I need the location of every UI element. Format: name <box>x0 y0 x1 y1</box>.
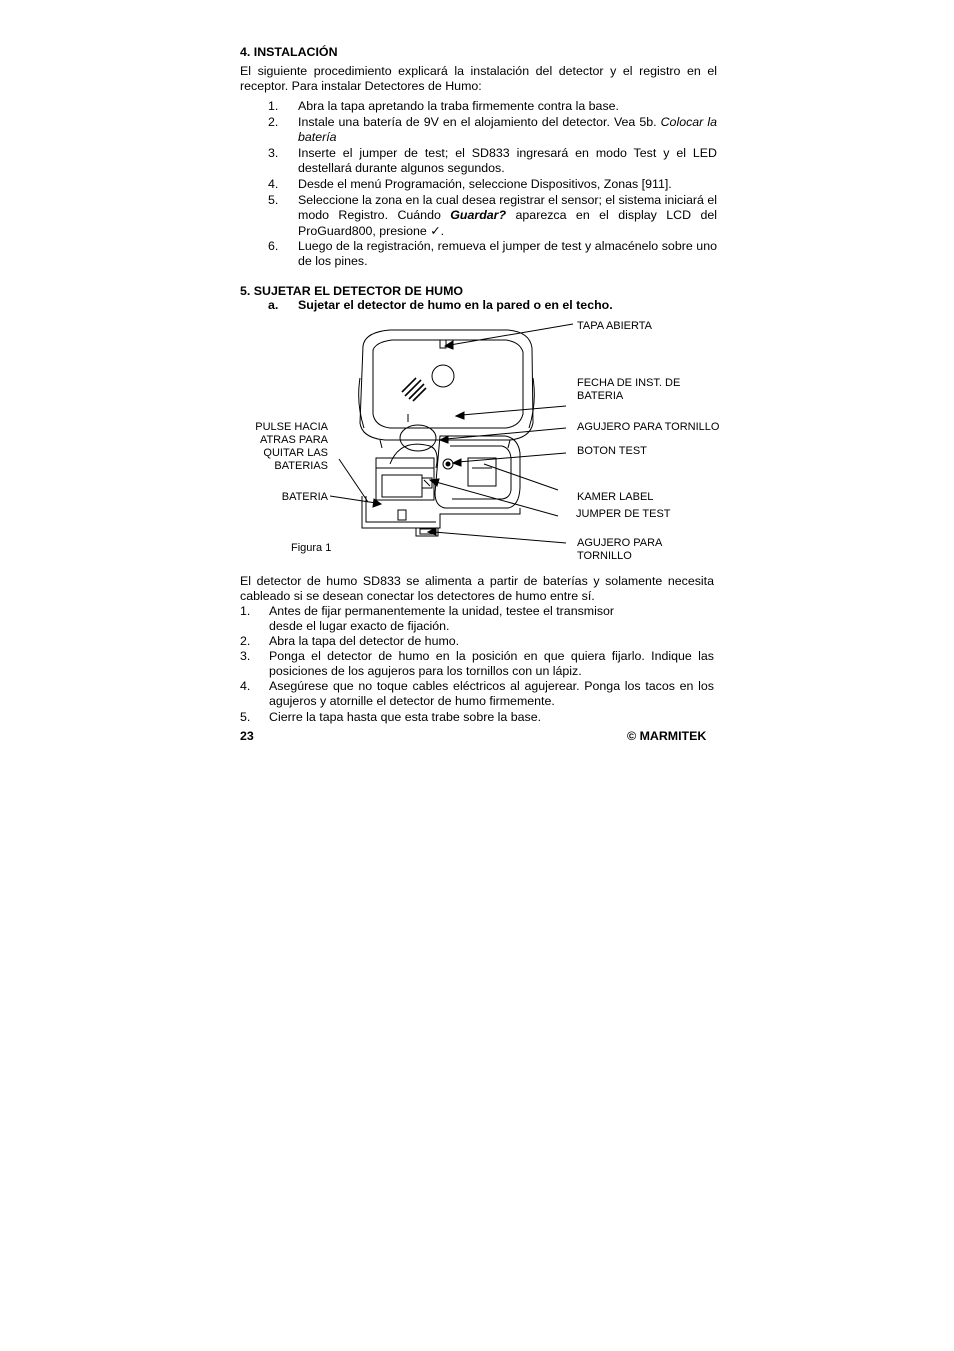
label-jumper-test: JUMPER DE TEST <box>576 508 671 520</box>
figure-caption: Figura 1 <box>291 542 332 554</box>
label-boton-test: BOTON TEST <box>577 445 647 457</box>
lid-inner <box>373 340 523 428</box>
list-text-part: Seleccione la zona en la cual desea registrar el sensor; el sistema iniciará el modo Registro. Cuándo <box>298 193 717 223</box>
page-number: 23 <box>240 729 254 743</box>
list-text: Luego de la registración, remueva el jumper de test y almacénelo sobre uno de los pines. <box>298 239 717 269</box>
list-text-part: aparezca en el display LCD del ProGuard800, presione ✓. <box>298 208 717 238</box>
intro-paragraph: El siguiente procedimiento explicará la instalación del detector y el registro en el receptor. Para instalar Detectores de Humo: <box>240 64 717 93</box>
label-bateria: BATERIA <box>281 491 328 503</box>
list-number: 4. <box>268 177 279 191</box>
list-text: Abra la tapa apretando la traba firmemente contra la base. <box>298 99 619 113</box>
list-text <box>298 115 717 146</box>
battery <box>382 475 422 497</box>
list-text-part: Instale una batería de 9V en el alojamiento del detector. Vea 5b. <box>298 115 661 129</box>
kamer-label-area <box>468 458 496 486</box>
list-number: 2. <box>240 634 251 648</box>
list-text: Ponga el detector de humo en la posición en que quiera fijarlo. Indique las posiciones de los agujeros para los tornillos con un lápiz. <box>269 649 714 679</box>
list-number: 1. <box>268 99 279 113</box>
list-text: Antes de fijar permanentemente la unidad, testee el transmisor <box>269 604 615 618</box>
speaker-grille <box>402 378 426 401</box>
list-text: Abra la tapa del detector de humo. <box>269 634 460 648</box>
label-fecha-bateria: FECHA DE INST. DE BATERIA <box>577 377 681 402</box>
list-text: Cierre la tapa hasta que esta trabe sobre la base. <box>269 710 542 724</box>
list-number: 1. <box>240 604 251 618</box>
screw-hole <box>400 425 436 451</box>
battery-compartment <box>376 458 434 500</box>
label-tapa-abierta: TAPA ABIERTA <box>577 320 652 332</box>
list-text: Asegúrese que no toque cables eléctricos al agujerear. Ponga los tacos en los agujeros y atornille el detector de humo firmemente. <box>269 679 714 709</box>
label-kamer-label: KAMER LABEL <box>577 491 654 503</box>
list-text-emphasis: Colocar la batería <box>298 115 717 145</box>
section-heading-sujetar: 5. SUJETAR EL DETECTOR DE HUMO <box>240 284 464 298</box>
led-window <box>432 365 454 387</box>
list-text-emphasis: Guardar? <box>450 208 507 223</box>
list-number: 5. <box>268 193 279 207</box>
list-number: 4. <box>240 679 251 693</box>
body-paragraph: El detector de humo SD833 se alimenta a partir de baterías y solamente necesita cableado si se desean conectar los detectores de humo entre sí. <box>240 574 714 603</box>
label-agujero-tornillo-top: AGUJERO PARA TORNILLO <box>577 421 720 433</box>
list-number: 6. <box>268 239 279 253</box>
list-number: 5. <box>240 710 251 724</box>
mounting-plate <box>362 496 520 528</box>
list-number: 3. <box>240 649 251 663</box>
list-text <box>298 193 717 239</box>
list-text-continued: desde el lugar exacto de fijación. <box>269 619 450 633</box>
label-pulse-baterias: PULSE HACIA ATRAS PARA QUITAR LAS BATERIAS <box>255 421 328 472</box>
lid-latch <box>440 340 446 348</box>
list-number: 3. <box>268 146 279 160</box>
list-text: Desde el menú Programación, seleccione Dispositivos, Zonas [911]. <box>298 177 672 191</box>
subsection-letter: a. <box>268 298 279 312</box>
subsection-heading: Sujetar el detector de humo en la pared o en el techo. <box>298 298 613 312</box>
list-text: Inserte el jumper de test; el SD833 ingresará en modo Test y el LED destellará durante algunos segundos. <box>298 146 717 176</box>
footer-brand: © MARMITEK <box>627 729 707 743</box>
list-number: 2. <box>268 115 279 129</box>
section-heading-instalacion: 4. INSTALACIÓN <box>240 45 338 59</box>
label-agujero-tornillo-bottom: AGUJERO PARA TORNILLO <box>577 537 662 562</box>
